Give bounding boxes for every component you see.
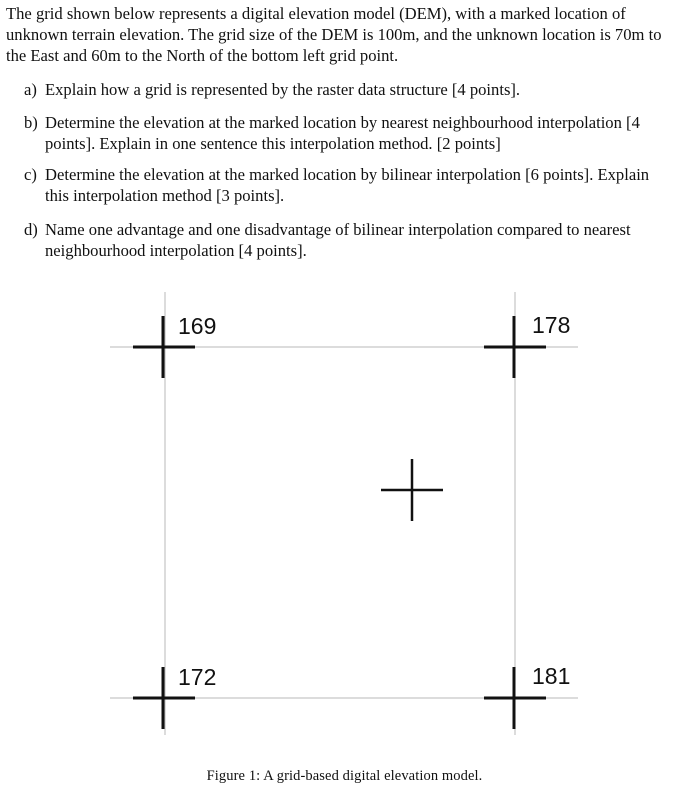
question-text: Name one advantage and one disadvantage of bilinear interpolation compared to nearest neighbourhood interpolation [4 points]. (45, 220, 631, 260)
problem-intro: The grid shown below represents a digital elevation model (DEM), with a marked location of unknown terrain elevation. The grid size of the DEM is 100m, and the unknown location is 70m to the East and 60m to the North of the bottom left grid point. (6, 4, 662, 65)
question-letter: c) (24, 165, 37, 184)
elevation-top-left: 169 (178, 313, 217, 339)
question-text: Determine the elevation at the marked location by bilinear interpolation [6 points]. Explain this interpolation method [3 points]. (45, 165, 650, 205)
question-text: Explain how a grid is represented by the raster data structure [4 points]. (45, 80, 521, 99)
elevation-bottom-left: 172 (178, 664, 217, 690)
question-letter: b) (24, 113, 38, 132)
question-letter: a) (24, 80, 37, 99)
question-text: Determine the elevation at the marked location by nearest neighbourhood interpolation [4 points]. Explain in one sentence this interpolation method. [2 points] (45, 113, 640, 153)
unknown-location-marker (381, 459, 443, 521)
elevation-bottom-right: 181 (532, 663, 571, 689)
figure-caption: Figure 1: A grid-based digital elevation model. (206, 768, 483, 784)
question-letter: d) (24, 220, 38, 239)
elevation-top-right: 178 (532, 312, 571, 338)
